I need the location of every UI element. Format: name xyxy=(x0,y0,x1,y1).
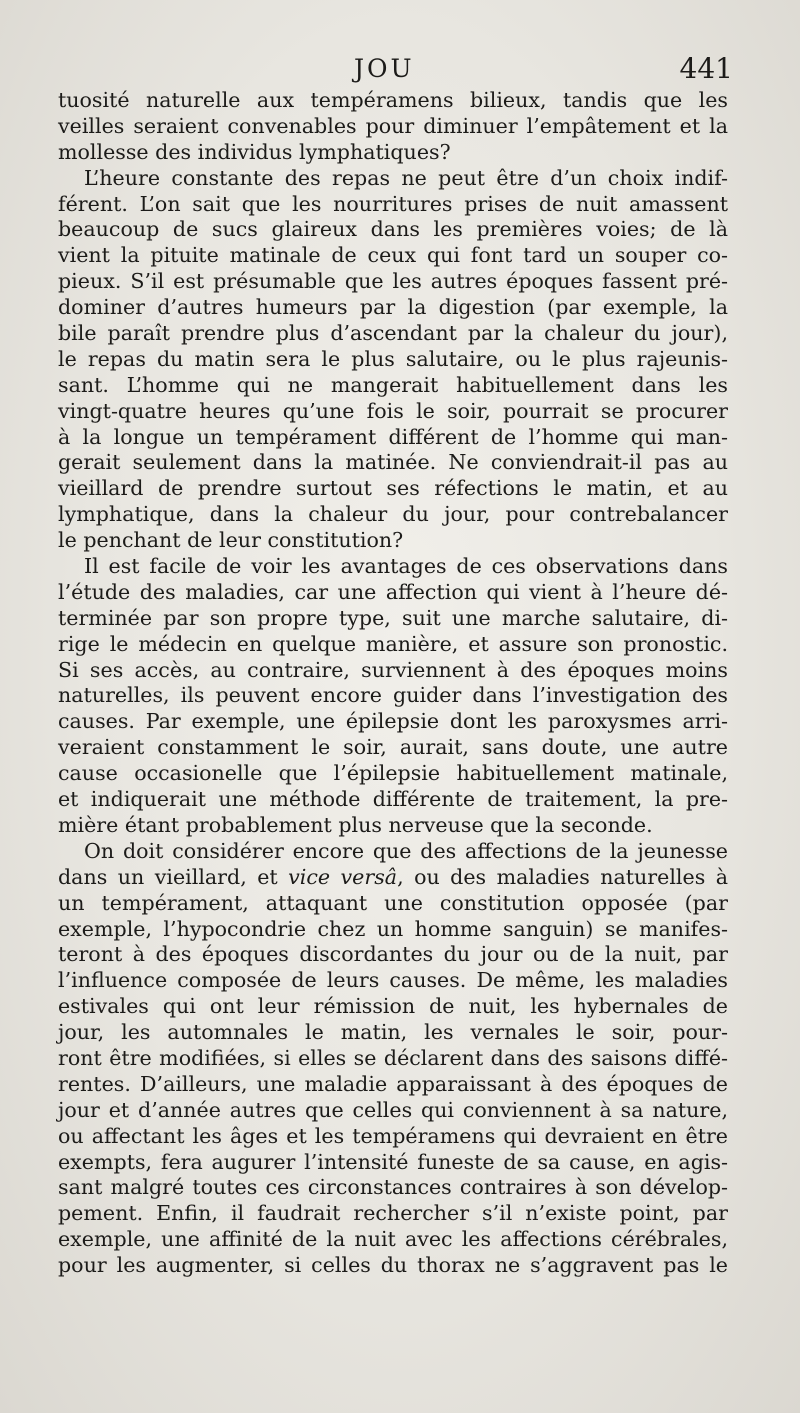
text-line: sant malgré toutes ces circonstances contraires à son dévelop- xyxy=(58,1175,728,1200)
text-line: terminée par son propre type, suit une marche salutaire, di- xyxy=(58,605,728,630)
text-line: exemple, l’hypocondrie chez un homme sanguin) se manifes- xyxy=(58,916,728,941)
text-line: veilles seraient convenables pour diminuer l’empâtement et la xyxy=(58,113,728,138)
text-line: exempts, fera augurer l’intensité funeste de sa cause, en agis- xyxy=(58,1149,728,1174)
text-line: l’étude des maladies, car une affection qui vient à l’heure dé- xyxy=(58,579,728,604)
running-head xyxy=(58,50,733,90)
text-line: lymphatique, dans la chaleur du jour, pour contrebalancer xyxy=(58,502,728,527)
text-line: et indiquerait une méthode différente de traitement, la pre- xyxy=(58,787,728,812)
text-line: On doit considérer encore que des affections de la jeunesse xyxy=(84,838,728,863)
text-line: ront être modifiées, si elles se déclarent dans des saisons diffé- xyxy=(58,1045,728,1070)
text-line: un tempérament, attaquant une constitution opposée (par xyxy=(58,890,728,915)
text-span: dans un vieillard, et xyxy=(58,864,289,889)
text-line: vient la pituite matinale de ceux qui font tard un souper co- xyxy=(58,243,728,268)
text-line: dominer d’autres humeurs par la digestion (par exemple, la xyxy=(58,295,728,320)
text-line: veraient constamment le soir, aurait, sans doute, une autre xyxy=(58,735,728,760)
text-line: teront à des époques discordantes du jour ou de la nuit, par xyxy=(58,942,728,967)
text-line: bile paraît prendre plus d’ascendant par la chaleur du jour), xyxy=(58,321,728,346)
text-span: , ou des maladies naturelles à xyxy=(397,864,729,889)
text-line: vingt-quatre heures qu’une fois le soir, pourrait se procurer xyxy=(58,398,728,423)
text-line: vieillard de prendre surtout ses réfections le matin, et au xyxy=(58,476,728,501)
text-line: l’influence composée de leurs causes. De même, les maladies xyxy=(58,968,728,993)
page-number: 441 xyxy=(679,52,733,85)
text-line: naturelles, ils peuvent encore guider dans l’investigation des xyxy=(58,683,728,708)
text-line: estivales qui ont leur rémission de nuit, les hybernales de xyxy=(58,994,728,1019)
text-line: le penchant de leur constitution? xyxy=(58,528,404,553)
text-line: cause occasionelle que l’épilepsie habituellement matinale, xyxy=(58,761,728,786)
text-line: pour les augmenter, si celles du thorax ne s’aggravent pas le xyxy=(58,1253,728,1278)
text-line: rentes. D’ailleurs, une maladie apparaissant à des époques de xyxy=(58,1071,728,1096)
text-line: à la longue un tempérament différent de l’homme qui man- xyxy=(58,424,728,449)
text-line: sant. L’homme qui ne mangerait habituellement dans les xyxy=(58,372,728,397)
text-line: jour et d’année autres que celles qui conviennent à sa nature, xyxy=(58,1097,728,1122)
text-line: tuosité naturelle aux tempéramens bilieux, tandis que les xyxy=(58,88,728,112)
text-line: mollesse des individus lymphatiques? xyxy=(58,139,451,164)
text-line: beaucoup de sucs glaireux dans les premières voies; de là xyxy=(58,217,728,242)
running-head-title: JOU xyxy=(354,54,415,83)
text-line: férent. L’on sait que les nourritures prises de nuit amassent xyxy=(58,191,728,216)
text-line: gerait seulement dans la matinée. Ne conviendrait-il pas au xyxy=(58,450,728,475)
text-line: pement. Enfin, il faudrait rechercher s’il n’existe point, par xyxy=(58,1201,728,1226)
text-line: pieux. S’il est présumable que les autres époques fassent pré- xyxy=(58,269,728,294)
text-line: rige le médecin en quelque manière, et assure son pronostic. xyxy=(58,631,728,656)
text-line: jour, les automnales le matin, les vernales le soir, pour- xyxy=(58,1020,728,1045)
text-line: ou affectant les âges et les tempéramens qui devraient en être xyxy=(58,1123,728,1148)
text-line: mière étant probablement plus nerveuse que la seconde. xyxy=(58,812,653,837)
italic-phrase: vice versâ xyxy=(288,864,398,889)
text-line: exemple, une affinité de la nuit avec les affections cérébrales, xyxy=(58,1227,728,1252)
text-line: le repas du matin sera le plus salutaire, ou le plus rajeunis- xyxy=(58,346,728,371)
text-line: causes. Par exemple, une épilepsie dont les paroxysmes arri- xyxy=(58,709,728,734)
body-text xyxy=(58,88,728,1279)
text-line: Si ses accès, au contraire, surviennent à des époques moins xyxy=(58,657,728,682)
text-line xyxy=(58,865,728,891)
text-line: Il est facile de voir les avantages de ces observations dans xyxy=(84,554,728,579)
text-line: L’heure constante des repas ne peut être d’un choix indif- xyxy=(84,165,728,190)
